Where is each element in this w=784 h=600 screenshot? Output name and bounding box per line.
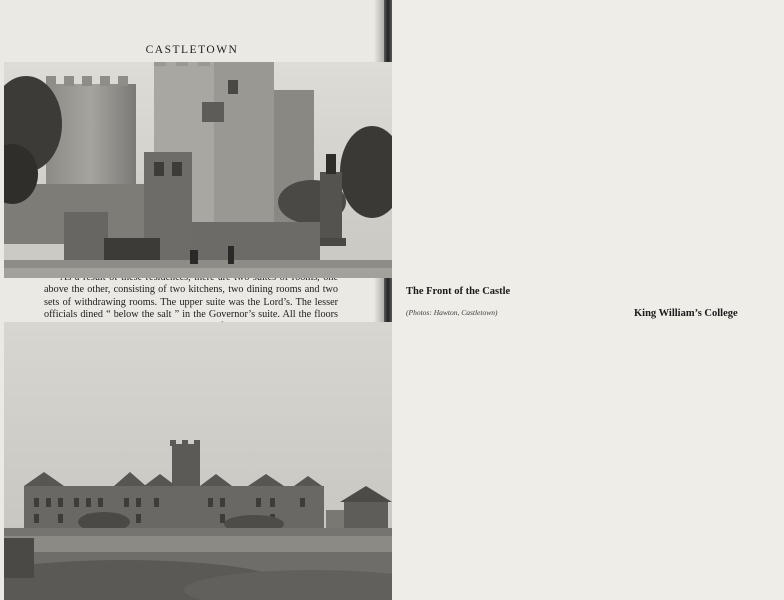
running-head: CASTLETOWN (145, 44, 239, 56)
college-caption: King William’s College (634, 308, 738, 319)
paragraph: above the other, consisting of two kitchens, two dining rooms and two sets of withdrawing rooms. The upper suite was the Lord’s. The lesser officials dined “ below the salt ” in the Governor’s suite. All the floors (44, 284, 338, 320)
right-page (392, 0, 784, 600)
college-photo (4, 322, 392, 600)
castle-photo (4, 62, 392, 278)
photo-credit: (Photos: Hawton, Castletown) (406, 308, 498, 317)
castle-caption: The Front of the Castle (406, 286, 511, 297)
